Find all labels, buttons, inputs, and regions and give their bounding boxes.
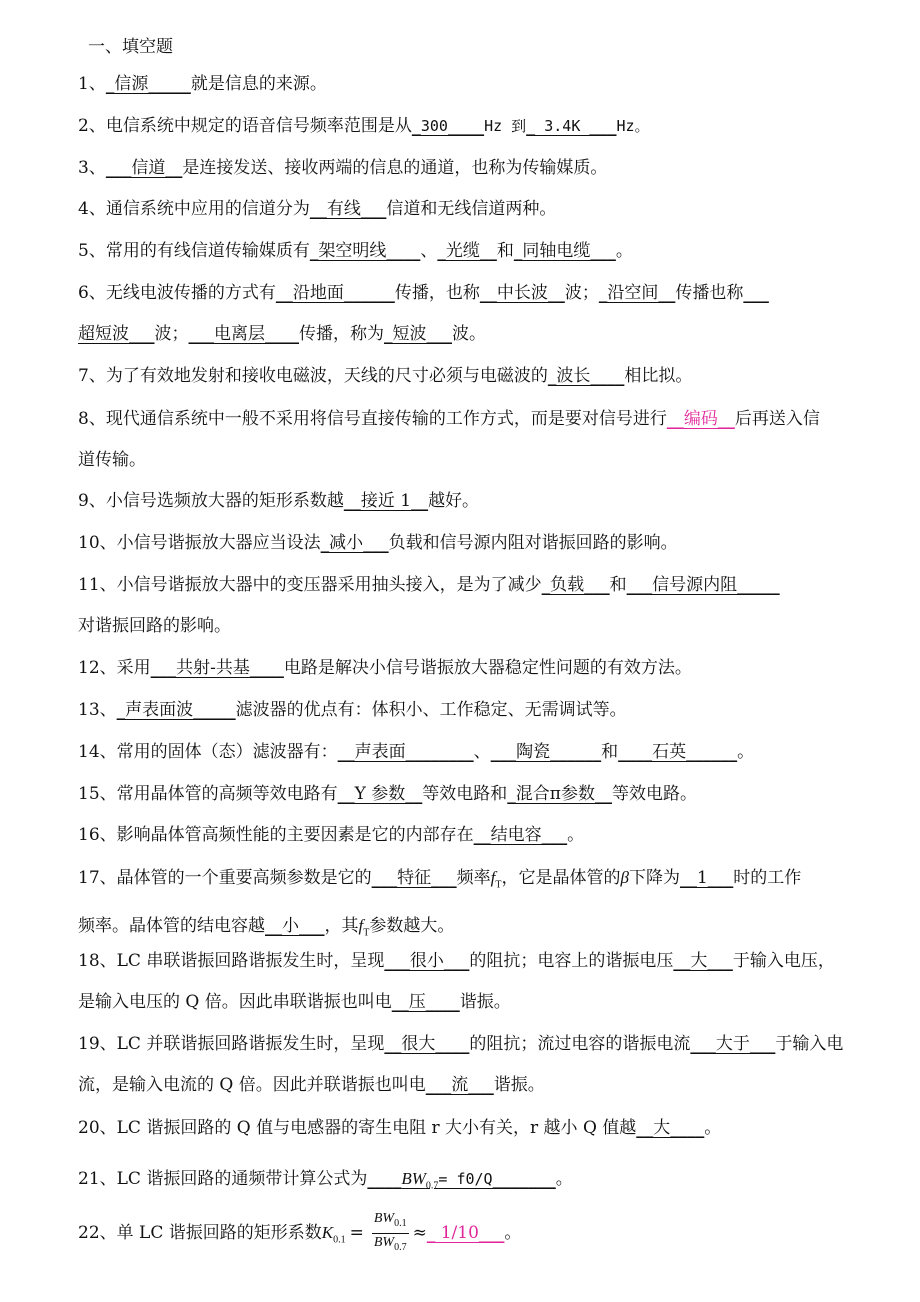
- question-14: 14、常用的固体（态）滤波器有：__声表面________、___陶瓷______和____石英______。: [78, 742, 755, 762]
- answer-blank: $\_\_\_\_BW_{0.7}=$ f0/Q_______: [367, 1169, 556, 1192]
- answer-blank: _光缆__: [437, 241, 497, 261]
- answer-blank: ___大于___: [690, 1034, 776, 1054]
- question-13: 13、_声表面波_____滤波器的优点有：体积小、工作稳定、无需调试等。: [78, 700, 627, 720]
- answer-blank: 超短波___: [78, 324, 155, 344]
- answer-blank: __声表面________: [337, 742, 474, 762]
- question-15: 15、常用晶体管的高频等效电路有__Y 参数__等效电路和_混合π参数__等效电路。: [78, 784, 697, 804]
- question-20: 20、LC 谐振回路的 Q 值与电感器的寄生电阻 r 大小有关，r 越小 Q 值越__大____。: [78, 1118, 722, 1138]
- symbol-fT: $f_T$: [358, 916, 370, 939]
- answer-blank: ___陶瓷______: [490, 742, 602, 762]
- answer-blank: __有线___: [309, 199, 387, 219]
- answer-blank: ___电离层____: [188, 324, 299, 344]
- question-18: 18、LC 串联谐振回路谐振发生时，呈现___很小___的阻抗；电容上的谐振电压__大___于输入电压， 是输入电压的 Q 倍。因此串联谐振也叫电__压____谐振。: [78, 951, 835, 1012]
- question-4: 4、通信系统中应用的信道分为__有线___信道和无线信道两种。: [78, 199, 557, 219]
- answer-blank: _波长____: [547, 366, 625, 386]
- question-1: 1、_信源_____就是信息的来源。: [78, 74, 327, 94]
- formula-fraction: $\frac{BW_{0.1}}{BW_{0.7}}$: [373, 1211, 407, 1253]
- answer-blank: _声表面波_____: [116, 700, 236, 720]
- answer-blank: _短波___: [384, 324, 452, 344]
- answer-blank: ___信道__: [105, 158, 183, 178]
- answer-blank: ___很小___: [384, 951, 470, 971]
- answer-blank: _同轴电缆___: [513, 241, 616, 261]
- question-10: 10、小信号谐振放大器应当设法_减小___负载和信号源内阻对谐振回路的影响。: [78, 533, 678, 553]
- question-3: 3、___信道__是连接发送、接收两端的信息的通道，也称为传输媒质。: [78, 158, 608, 178]
- answer-blank: ___流___: [425, 1075, 494, 1095]
- question-16: 16、影响晶体管高频性能的主要因素是它的内部存在__结电容___。: [78, 825, 585, 845]
- answer-blank: __大____: [636, 1118, 705, 1138]
- formula-bw07: $BW_{0.7}$: [401, 1169, 439, 1192]
- answer-blank: ___共射-共基____: [150, 658, 284, 678]
- answer-blank: ___特征___: [371, 868, 457, 888]
- answer-blank: _负载___: [541, 575, 610, 595]
- answer-blank: _信源_____: [105, 74, 191, 94]
- question-21: 21、LC 谐振回路的通频带计算公式为$\_\_\_\_BW_{0.7}=$ f0/Q_______。: [78, 1169, 573, 1192]
- answer-blank: _沿空间__: [598, 283, 676, 303]
- question-17: 17、晶体管的一个重要高频参数是它的___特征___频率$f_T$，它是晶体管的β下降为__1___时的工作 频率。晶体管的结电容越__小___，其$f_T$参数越大。: [78, 868, 802, 939]
- answer-blank: __结电容___: [473, 825, 568, 845]
- question-9: 9、小信号选频放大器的矩形系数越__接近 1__越好。: [78, 491, 480, 511]
- question-8: 8、现代通信系统中一般不采用将信号直接传输的工作方式，而是要对信号进行__编码__后再送入信 道传输。: [78, 409, 820, 470]
- answer-blank: _架空明线____: [309, 241, 421, 261]
- question-19: 19、LC 并联谐振回路谐振发生时，呈现__很大____的阻抗；流过电容的谐振电流___大于___于输入电 流，是输入电流的 Q 倍。因此并联谐振也叫电___流___谐振。: [78, 1034, 844, 1095]
- answer-blank: __Y 参数__: [337, 784, 423, 804]
- answer-blank: __压____: [391, 992, 460, 1012]
- answer-blank: _ 3.4K ___: [526, 117, 617, 135]
- answer-blank: ___信号源内阻_____: [626, 575, 780, 595]
- question-2: 2、电信系统中规定的语音信号频率范围是从_300____Hz 到_ 3.4K ___Hz。: [78, 116, 650, 136]
- answer-blank: _减小___: [320, 533, 389, 553]
- answer-blank: _混合π参数__: [507, 784, 612, 804]
- question-5: 5、常用的有线信道传输媒质有_架空明线____、_光缆__和_同轴电缆___。: [78, 241, 633, 261]
- question-11: 11、小信号谐振放大器中的变压器采用抽头接入，是为了减少_负载___和___信号源内阻_____ 对谐振回路的影响。: [78, 575, 780, 636]
- answer-blank: __1___: [679, 868, 734, 888]
- question-6: 6、无线电波传播的方式有__沿地面______传播，也称__中长波__波；_沿空间__传播也称___ 超短波___波；___电离层____传播，称为_短波___波。: [78, 283, 769, 344]
- section-title: 一、填空题: [88, 37, 173, 57]
- symbol-k01: $K_{0.1}$: [321, 1222, 346, 1246]
- question-22: 22、单 LC 谐振回路的矩形系数$K_{0.1}$ = $\frac{BW_{0.1}}{BW_{0.7}}$ ≈_ 1/10___。: [78, 1210, 900, 1260]
- answer-blank: __大___: [673, 951, 733, 971]
- symbol-beta: β: [620, 868, 629, 887]
- symbol-fT: $f_T$: [490, 868, 502, 891]
- answer-blank: _300____: [411, 117, 485, 135]
- answer-blank: ____石英______: [618, 742, 738, 762]
- answer-blank: __沿地面______: [275, 283, 395, 303]
- answer-blank: __小___: [265, 916, 325, 937]
- question-12: 12、采用___共射-共基____电路是解决小信号谐振放大器稳定性问题的有效方法。: [78, 658, 692, 678]
- answer-blank: __编码__: [666, 409, 735, 429]
- answer-blank: ___: [743, 283, 769, 303]
- answer-blank: _ 1/10___: [426, 1222, 505, 1243]
- question-7: 7、为了有效地发射和接收电磁波，天线的尺寸必须与电磁波的_波长____相比拟。: [78, 366, 693, 386]
- answer-blank: __中长波__: [479, 283, 565, 303]
- answer-blank: __接近 1__: [343, 491, 429, 511]
- answer-blank: __很大____: [384, 1034, 470, 1054]
